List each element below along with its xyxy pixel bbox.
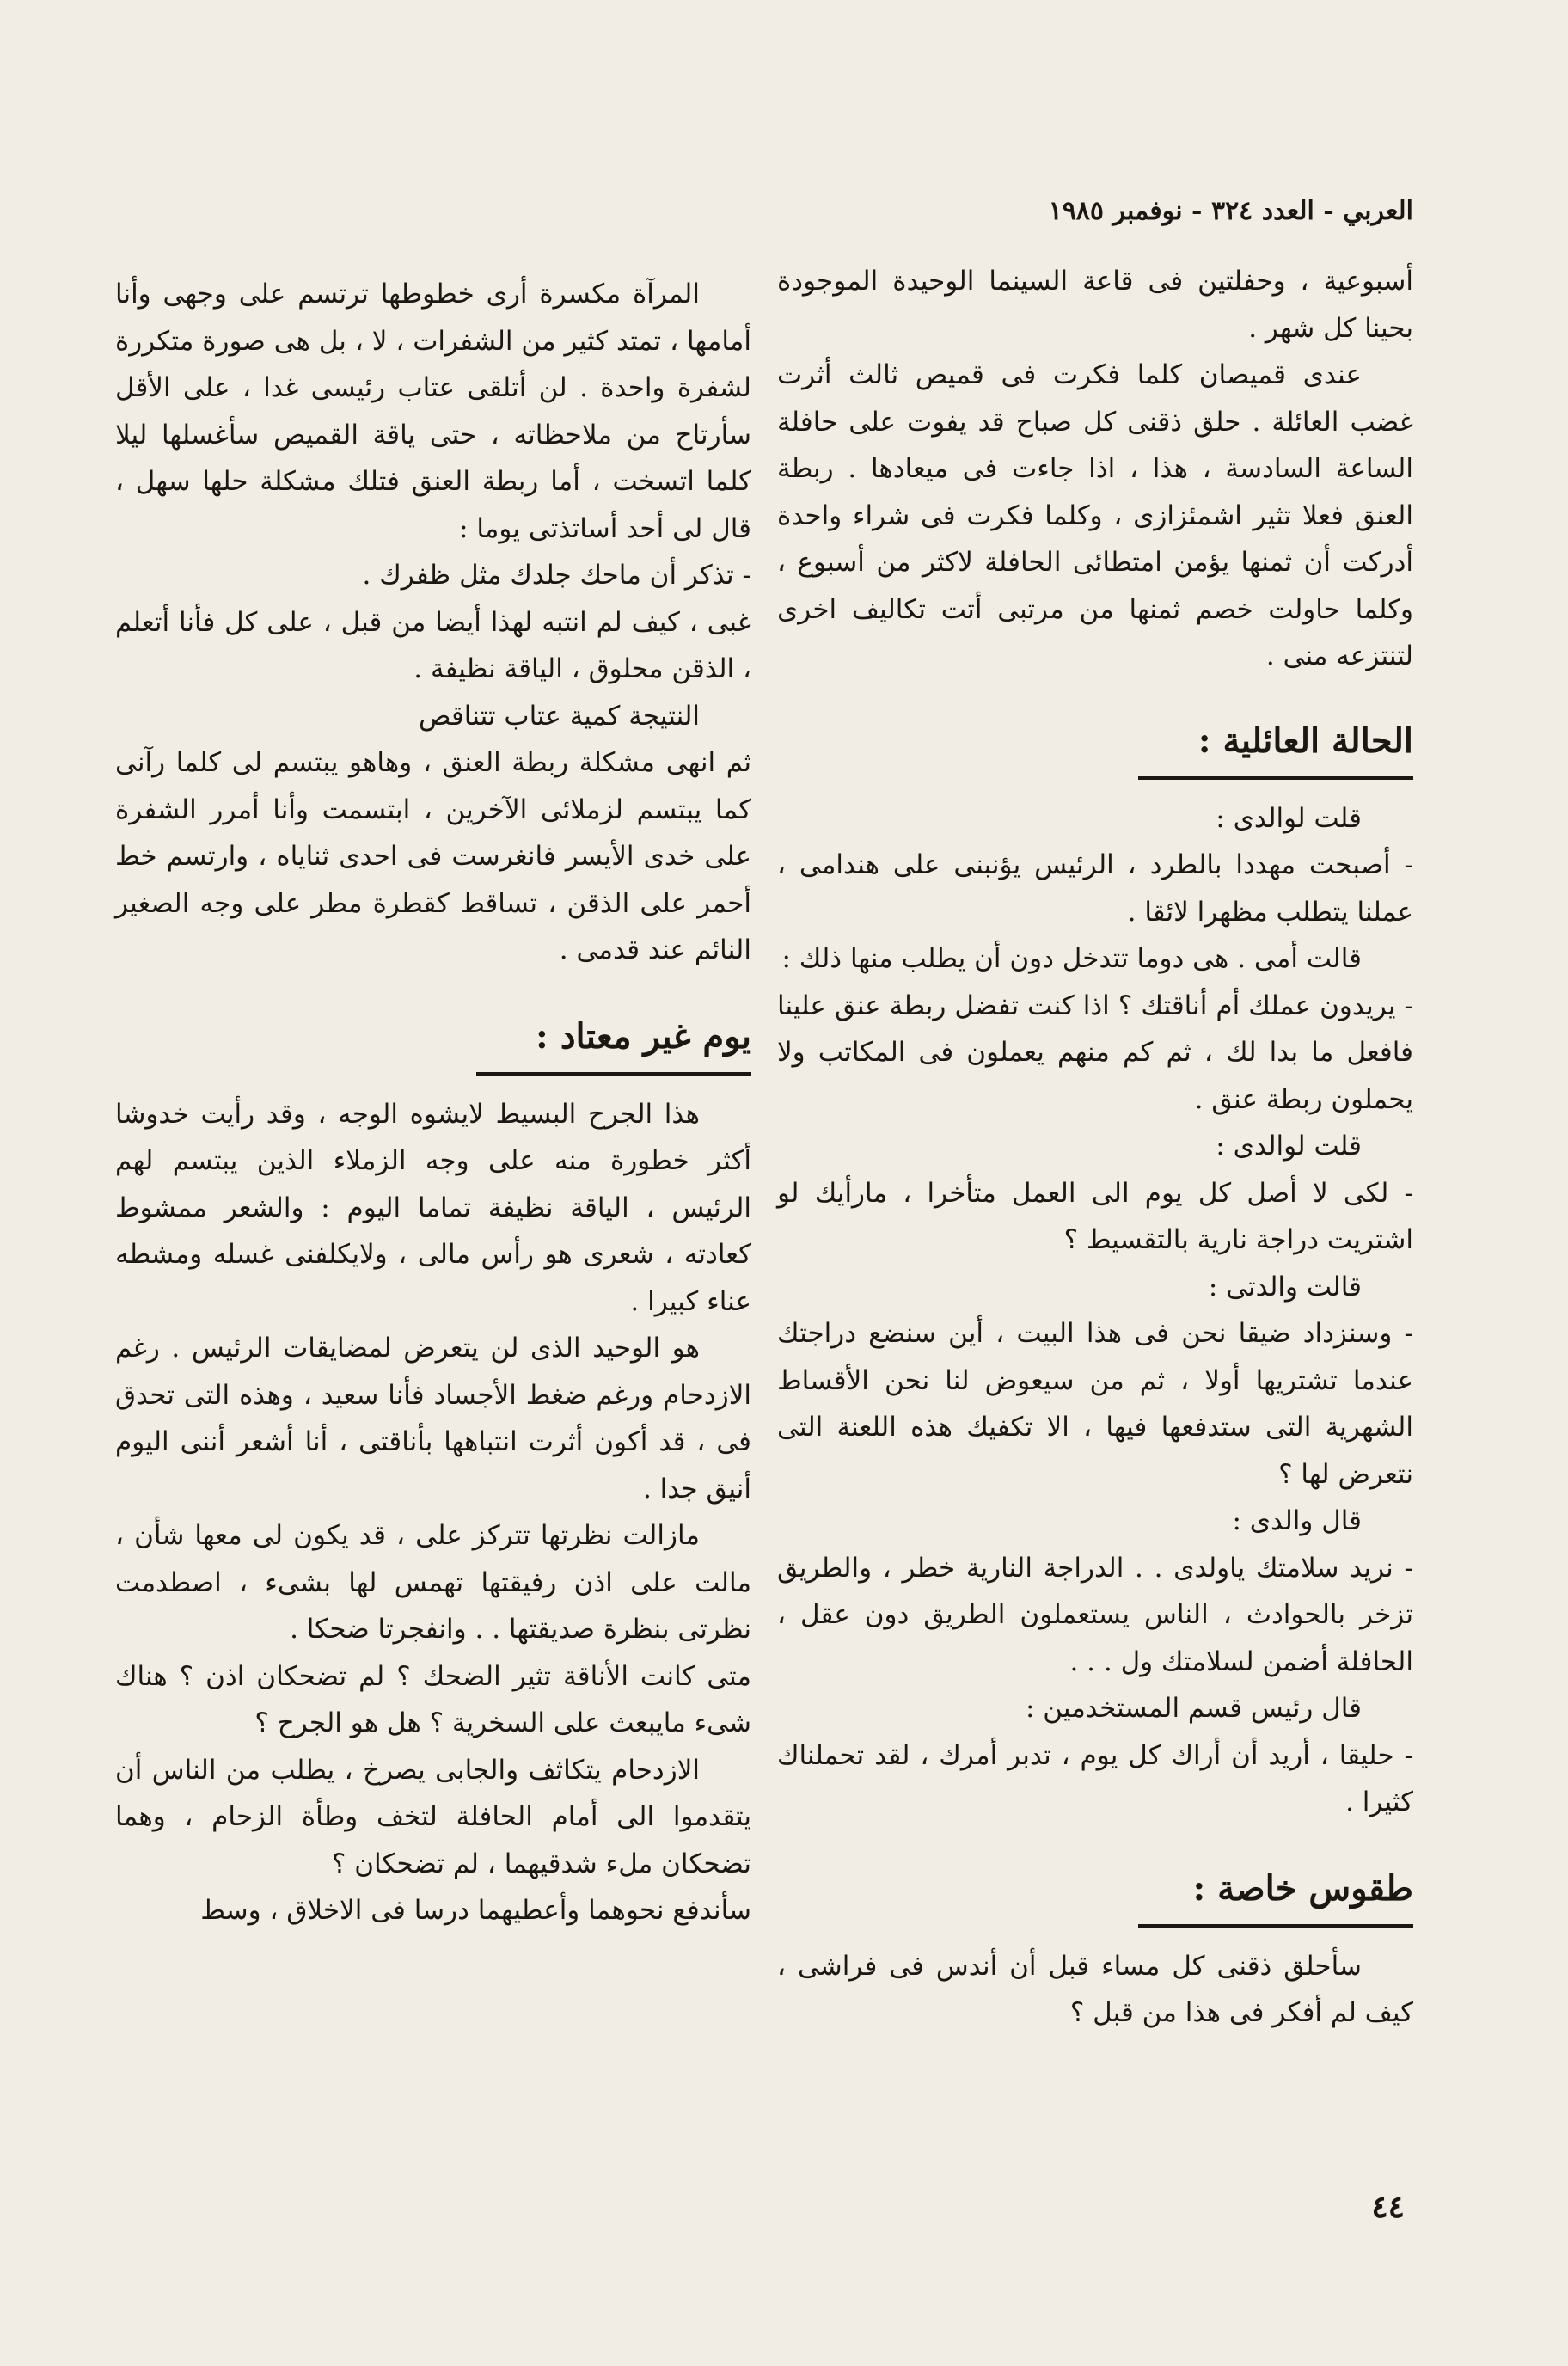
body-paragraph: سأندفع نحوهما وأعطيهما درسا فى الاخلاق ، وسط <box>200 1895 751 1926</box>
body-paragraph: سأحلق ذقنى كل مساء قبل أن أندس فى فراشى ، كيف لم أفكر فى هذا من قبل ؟ <box>777 1950 1413 2028</box>
left-column <box>115 271 751 1934</box>
dialog-line: قال والدى : <box>1232 1505 1362 1536</box>
dialog-line: - نريد سلامتك ياولدى . . الدراجة النارية خطر ، والطريق تزخر بالحوادث ، الناس يستعملون الطريق دون عقل ، الحافلة أضمن لسلامتك ول . . . <box>777 1552 1413 1677</box>
dialog-line: قالت والدتى : <box>1208 1271 1362 1303</box>
dialog-line: قال رئيس قسم المستخدمين : <box>1025 1693 1362 1724</box>
body-paragraph: النتيجة كمية عتاب تتناقص <box>418 700 700 732</box>
body-paragraph: ثم انهى مشكلة ربطة العنق ، وهاهو يبتسم لى كلما رآنى كما يبتسم لزملائى الآخرين ، ابتسمت وأنا أمرر الشفرة على خدى الأيسر فانغرست فى احدى ثناياه ، وارتسم خط أحمر على الذقن ، تساقط كقطرة مطر على وجه الصغير النائم عند قدمى . <box>115 747 751 965</box>
body-paragraph: الازدحام يتكاثف والجابى يصرخ ، يطلب من الناس أن يتقدموا الى أمام الحافلة لتخف وطأة الزحام ، وهما تضحكان ملء شدقيهما ، لم تضحكان ؟ <box>115 1754 751 1879</box>
section-heading-family-status: الحالة العائلية : <box>1138 714 1413 780</box>
body-paragraph: هذا الجرح البسيط لايشوه الوجه ، وقد رأيت خدوشا أكثر خطورة منه على وجه الزملاء الذين يبتسم لهم الرئيس ، الياقة نظيفة تماما اليوم : والشعر ممشوط كعادته ، شعرى هو رأس مالى ، ولايكلفنى غسله ومشطه عناء كبيرا . <box>115 1098 751 1317</box>
dialog-line: قالت أمى . هى دوما تتدخل دون أن يطلب منها ذلك : <box>781 943 1362 974</box>
running-header: العربي - العدد ٣٢٤ - نوفمبر ١٩٨٥ <box>1048 196 1413 226</box>
section-heading-special-rituals: طقوس خاصة : <box>1138 1862 1413 1928</box>
body-paragraph: مازالت نظرتها تتركز على ، قد يكون لى معها شأن ، مالت على اذن رفيقتها تهمس لها بشىء ، اصطدمت نظرتى بنظرة صديقتها . . وانفجرتا ضحكا . <box>115 1520 751 1645</box>
right-column <box>777 258 1413 2037</box>
body-paragraph: هو الوحيد الذى لن يتعرض لمضايقات الرئيس . رغم الازدحام ورغم ضغط الأجساد فأنا سعيد ، وهذه التى تحدق فى ، قد أكون أثرت انتباهها بأناقتى ، أنا أشعر أننى اليوم أنيق جدا . <box>115 1333 751 1505</box>
dialog-line: - حليقا ، أريد أن أراك كل يوم ، تدبر أمرك ، لقد تحملناك كثيرا . <box>777 1739 1413 1817</box>
dialog-line: - يريدون عملك أم أناقتك ؟ اذا كنت تفضل ربطة عنق علينا فافعل ما بدا لك ، ثم كم منهم يعملون فى المكاتب ولا يحملون ربطة عنق . <box>777 990 1413 1115</box>
dialog-line: - أصبحت مهددا بالطرد ، الرئيس يؤنبنى على هندامى ، عملنا يتطلب مظهرا لائقا . <box>777 849 1413 928</box>
section-heading-unusual-day: يوم غير معتاد : <box>476 1010 751 1076</box>
right-intro-paragraph-1: أسبوعية ، وحفلتين فى قاعة السينما الوحيدة الموجودة بحينا كل شهر . <box>777 266 1413 344</box>
dialog-line: - تذكر أن ماحك جلدك مثل ظفرك . <box>362 560 751 591</box>
dialog-line: قلت لوالدى : <box>1216 802 1362 834</box>
left-intro-paragraph-1: المرآة مكسرة أرى خطوطها ترتسم على وجهى وأنا أمامها ، تمتد كثير من الشفرات ، لا ، بل هى صورة متكررة لشفرة واحدة . لن أتلقى عتاب رئيسى غدا ، على الأقل سأرتاح من ملاحظاته ، حتى ياقة القميص سأغسلها ليلا كلما اتسخت ، أما ربطة العنق فتلك مشكلة حلها سهل ، قال لى أحد أساتذتى يوما : <box>115 279 751 544</box>
dialog-line: - لكى لا أصل كل يوم الى العمل متأخرا ، مارأيك لو اشتريت دراجة نارية بالتقسيط ؟ <box>777 1177 1413 1255</box>
body-paragraph: متى كانت الأناقة تثير الضحك ؟ لم تضحكان اذن ؟ هناك شىء مايبعث على السخرية ؟ هل هو الجرح ؟ <box>115 1660 751 1738</box>
dialog-line: قلت لوالدى : <box>1216 1131 1362 1162</box>
dialog-line: - وسنزداد ضيقا نحن فى هذا البيت ، أين سنضع دراجتك عندما تشتريها أولا ، ثم من سيعوض لنا نحن الأقساط الشهرية التى ستدفعها فيها ، الا تكفيك هذه اللعنة التى نتعرض لها ؟ <box>777 1318 1413 1490</box>
page-number: ٤٤ <box>1371 2189 1405 2225</box>
body-paragraph: غبى ، كيف لم انتبه لهذا أيضا من قبل ، على كل فأنا أتعلم ، الذقن محلوق ، الياقة نظيفة . <box>115 606 751 684</box>
right-intro-paragraph-2: عندى قميصان كلما فكرت فى قميص ثالث أثرت غضب العائلة . حلق ذقنى كل صباح قد يفوت على حافلة الساعة السادسة ، هذا ، اذا جاءت فى ميعادها . ربطة العنق فعلا تثير اشمئزازى ، وكلما فكرت فى شراء واحدة أدركت أن ثمنها يؤمن امتطائى الحافلة لاكثر من أسبوع ، وكلما حاولت خصم ثمنها من مرتبى أتت تكاليف اخرى لتنتزعه منى . <box>777 359 1413 671</box>
